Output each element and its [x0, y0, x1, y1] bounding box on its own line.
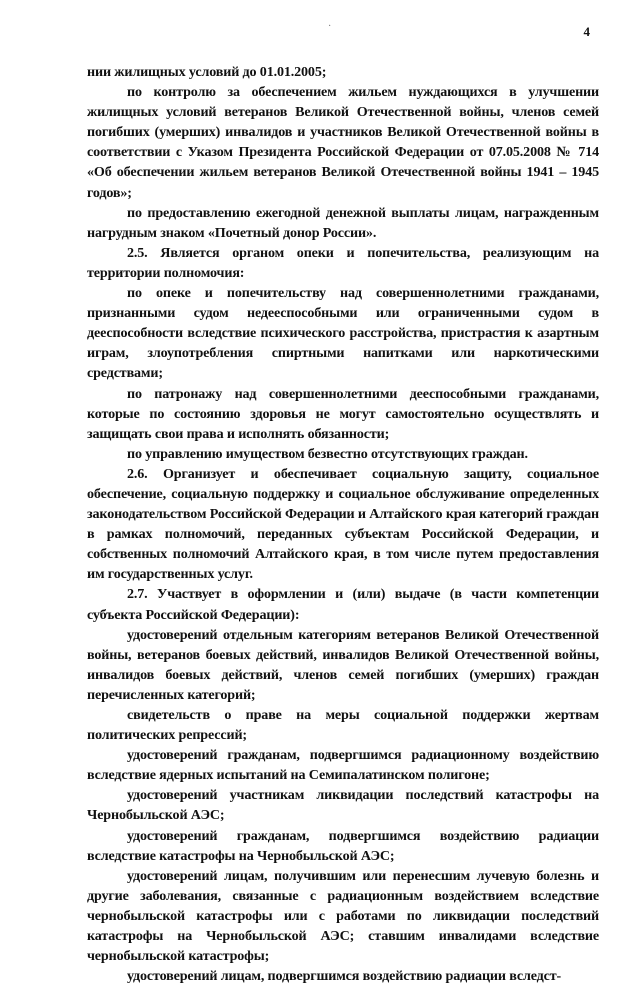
paragraph-5: по опеке и попечительству над совершеннолетними гражданами, признанными судом недееспособными или ограниченными судом в дееспособности вследствие психического расстройства, пристрастия к азартным играм, злоупотребления спиртными напитками или наркотическими средствами;: [87, 285, 599, 382]
paragraph-16: удостоверений лицам, подвергшимся воздействию радиации вследст-: [127, 968, 562, 985]
paragraph-8: 2.6. Организует и обеспечивает социальную защиту, социальное обеспечение, социальную поддержку и социальное обслуживание определенных законодательством Российской Федерации и Алтайского края категорий граждан в рамках полномочий, переданных субъектам Российской Федерации, и собственных полномочий Алтайского края, в том числе путем предоставления им государственных услуг.: [87, 465, 599, 583]
page-number: 4: [583, 24, 590, 39]
paragraph-15: удостоверений лицам, получившим или перенесшим лучевую болезнь и другие заболевания, связанные с радиационным воздействием вследствие чернобыльской катастрофы или с работами по ликвидации последствий катастрофы на Чернобыльской АЭС; ставшим инвалидами вследствие чернобыльской катастрофы;: [87, 867, 599, 965]
paragraph-11: свидетельств о праве на меры социальной поддержки жертвам политических репрессий;: [87, 707, 599, 744]
paragraph-9: 2.7. Участвует в оформлении и (или) выдаче (в части компетенции субъекта Российской Федерации):: [87, 586, 599, 623]
paragraph-7: по управлению имуществом безвестно отсутствующих граждан.: [127, 445, 528, 462]
scan-mark: ·: [328, 21, 332, 32]
paragraph-13: удостоверений участникам ликвидации последствий катастрофы на Чернобыльской АЭС;: [87, 787, 599, 824]
paragraph-3: по предоставлению ежегодной денежной выплаты лицам, награжденным нагрудным знаком «Почетный донор России».: [87, 204, 599, 241]
paragraph-6: по патронажу над совершеннолетними дееспособными гражданами, которые по состоянию здоровья не могут самостоятельно осуществлять и защищать свои права и исполнять обязанности;: [87, 385, 599, 442]
paragraph-1: нии жилищных условий до 01.01.2005;: [87, 64, 327, 80]
paragraph-12: удостоверений гражданам, подвергшимся радиационному воздействию вследствие ядерных испытаний на Семипалатинском полигоне;: [87, 747, 599, 784]
paragraph-2: по контролю за обеспечением жильем нуждающихся в улучшении жилищных условий ветеранов Великой Отечественной войны, членов семей погибших (умерших) инвалидов и участников Великой Отечественной войны в соответствии с Указом Президента Российской Федерации от 07.05.2008 № 714 «Об обеспечении жильем ветеранов Великой Отечественной войны 1941 – 1945 годов»;: [87, 84, 599, 201]
paragraph-4: 2.5. Является органом опеки и попечительства, реализующим на территории полномочия:: [87, 244, 599, 281]
paragraph-14: удостоверений гражданам, подвергшимся воздействию радиации вследствие катастрофы на Чернобыльской АЭС;: [87, 827, 599, 864]
document-body: [87, 62, 599, 986]
paragraph-10: удостоверений отдельным категориям ветеранов Великой Отечественной войны, ветеранов боевых действий, инвалидов Великой Отечественной войны, инвалидов боевых действий, членов семей погибших (умерших) граждан перечисленных категорий;: [87, 626, 599, 703]
